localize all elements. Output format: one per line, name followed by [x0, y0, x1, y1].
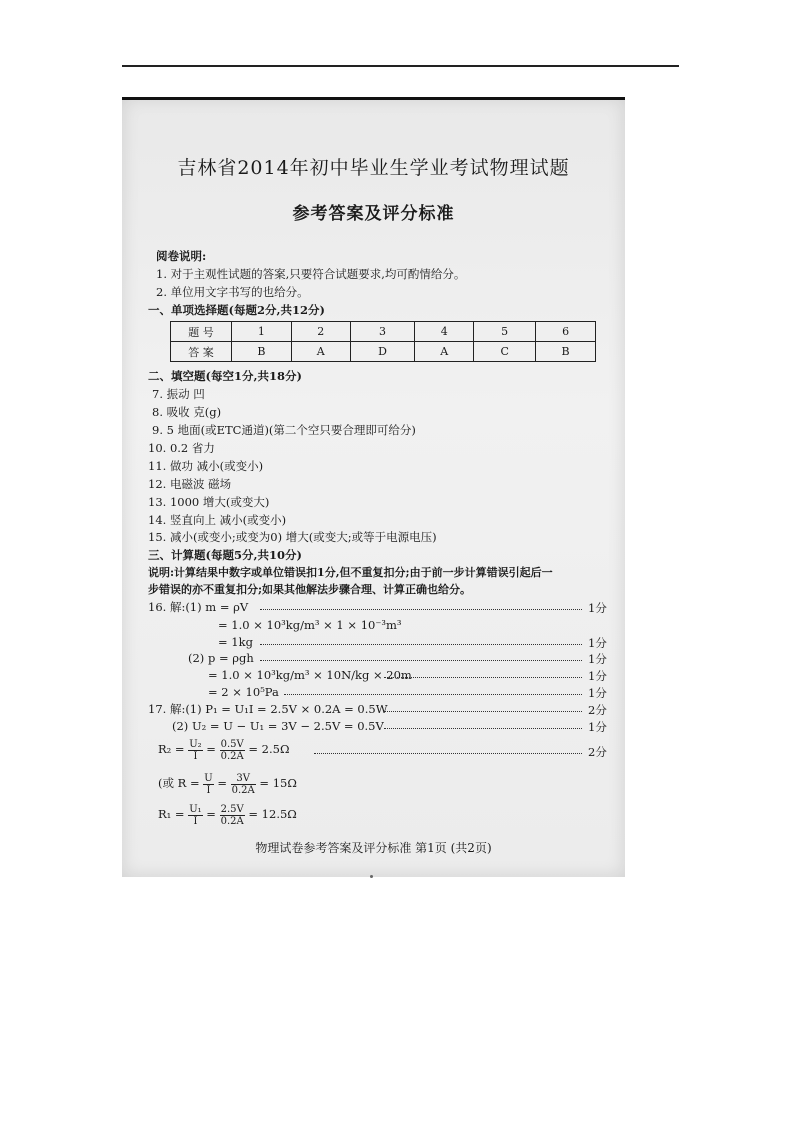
denominator: 0.2A	[220, 750, 244, 762]
table-cell: B	[232, 342, 292, 362]
table-header-cell: 题 号	[171, 322, 232, 342]
formula-text: = 15Ω	[259, 776, 297, 790]
score: 1分	[588, 601, 607, 615]
top-rule	[122, 65, 679, 67]
table-cell: 4	[415, 322, 474, 342]
table-cell: D	[350, 342, 415, 362]
page-subtitle: 参考答案及评分标准	[292, 204, 455, 224]
q16-line: = 2 × 10⁵Pa	[208, 685, 279, 699]
fraction	[188, 804, 202, 827]
answer-table	[170, 321, 596, 362]
table-cell: 6	[536, 322, 596, 342]
scan-speck	[370, 875, 373, 878]
denominator: I	[193, 750, 198, 762]
fraction	[231, 773, 256, 796]
numerator: U₁	[189, 803, 202, 815]
answer-line: 14. 竖直向上 减小(或变小)	[148, 513, 287, 527]
fraction	[220, 739, 245, 762]
score: 1分	[588, 669, 607, 683]
q16-line: 16. 解:(1) m = ρV	[148, 600, 249, 614]
table-row	[171, 322, 596, 342]
q16-line: = 1.0 × 10³kg/m³ × 1 × 10⁻³m³	[218, 618, 402, 632]
dot-leader	[260, 644, 582, 645]
table-cell: A	[415, 342, 474, 362]
q16-line: = 1.0 × 10³kg/m³ × 10N/kg × 20m	[208, 668, 412, 682]
dot-leader	[384, 728, 582, 729]
answer-line: 8. 吸收 克(g)	[152, 405, 222, 419]
answer-line: 12. 电磁波 磁场	[148, 477, 232, 491]
answer-line: 13. 1000 增大(或变大)	[148, 495, 270, 509]
table-cell: 1	[232, 322, 292, 342]
scan-edge	[122, 97, 625, 100]
dot-leader	[384, 711, 582, 712]
answer-line: 9. 5 地面(或ETC通道)(第二个空只要合理即可给分)	[152, 423, 416, 437]
numerator: U₂	[189, 738, 202, 750]
table-row	[171, 342, 596, 362]
q17-line: 17. 解:(1) P₁ = U₁I = 2.5V × 0.2A = 0.5W	[148, 702, 388, 716]
scanned-page	[122, 97, 625, 877]
dot-leader	[284, 694, 582, 695]
formula-text: = 12.5Ω	[248, 807, 297, 821]
answer-line: 11. 做功 减小(或变小)	[148, 459, 264, 473]
answer-line: 7. 振动 凹	[152, 387, 205, 401]
denominator: I	[193, 815, 198, 827]
fraction	[203, 773, 213, 796]
formula-r-alt: (或 R = $\frac{U}{I}$ = $\frac{3V}{0.2A}$ = 15Ω	[158, 772, 297, 796]
table-cell: 5	[474, 322, 536, 342]
note-item: 2. 单位用文字书写的也给分。	[156, 285, 309, 299]
numerator: U	[204, 772, 213, 784]
score: 2分	[588, 703, 607, 717]
formula-text: = 2.5Ω	[248, 742, 290, 756]
numerator: 2.5V	[220, 803, 244, 815]
section-heading: 二、填空题(每空1分,共18分)	[148, 369, 302, 383]
calc-note: 步错误的亦不重复扣分;如果其他解法步骤合理、计算正确也给分。	[148, 583, 472, 596]
score: 2分	[588, 745, 607, 759]
section-heading: 一、单项选择题(每题2分,共12分)	[148, 303, 325, 317]
answer-line: 10. 0.2 省力	[148, 441, 215, 455]
fraction	[220, 804, 245, 827]
dot-leader	[314, 753, 582, 754]
dot-leader	[260, 609, 582, 610]
q17-line: (2) U₂ = U − U₁ = 3V − 2.5V = 0.5V	[172, 719, 384, 733]
dot-leader	[260, 660, 582, 661]
formula-text: R₁ =	[158, 807, 185, 821]
score: 1分	[588, 636, 607, 650]
score: 1分	[588, 652, 607, 666]
table-header-cell: 答 案	[171, 342, 232, 362]
table-cell: C	[474, 342, 536, 362]
formula-r1: R₁ = $\frac{\text{U₁}}{I}$ = $\frac{2.5V}{0.2A}$ = 12.5Ω	[158, 803, 297, 827]
score: 1分	[588, 686, 607, 700]
note-item: 1. 对于主观性试题的答案,只要符合试题要求,均可酌情给分。	[156, 267, 466, 281]
q16-line: = 1kg	[218, 635, 253, 649]
denominator: 0.2A	[220, 815, 244, 827]
q16-line: (2) p = ρgh	[188, 651, 254, 665]
numerator: 0.5V	[220, 738, 244, 750]
denominator: 0.2A	[231, 784, 255, 796]
table-cell: 3	[350, 322, 415, 342]
table-cell: A	[291, 342, 350, 362]
formula-text: R₂ =	[158, 742, 185, 756]
table-cell: 2	[291, 322, 350, 342]
formula-r2: R₂ = $\frac{\text{U₂}}{I}$ = $\frac{0.5V}{0.2A}$ = 2.5Ω	[158, 738, 290, 762]
formula-text: (或 R =	[158, 776, 200, 790]
score: 1分	[588, 720, 607, 734]
fraction	[188, 739, 202, 762]
numerator: 3V	[231, 773, 256, 785]
table-cell: B	[536, 342, 596, 362]
calc-note: 说明:计算结果中数字或单位错误扣1分,但不重复扣分;由于前一步计算错误引起后一	[148, 566, 553, 579]
dot-leader	[384, 677, 582, 678]
denominator: I	[206, 784, 211, 796]
answer-line: 15. 减小(或变小;或变为0) 增大(或变大;或等于电源电压)	[148, 530, 437, 544]
notes-heading: 阅卷说明:	[156, 249, 207, 263]
page-title: 吉林省2014年初中毕业生学业考试物理试题	[177, 157, 570, 179]
section-heading: 三、计算题(每题5分,共10分)	[148, 548, 302, 562]
page-footer: 物理试卷参考答案及评分标准 第1页 (共2页)	[255, 841, 492, 855]
